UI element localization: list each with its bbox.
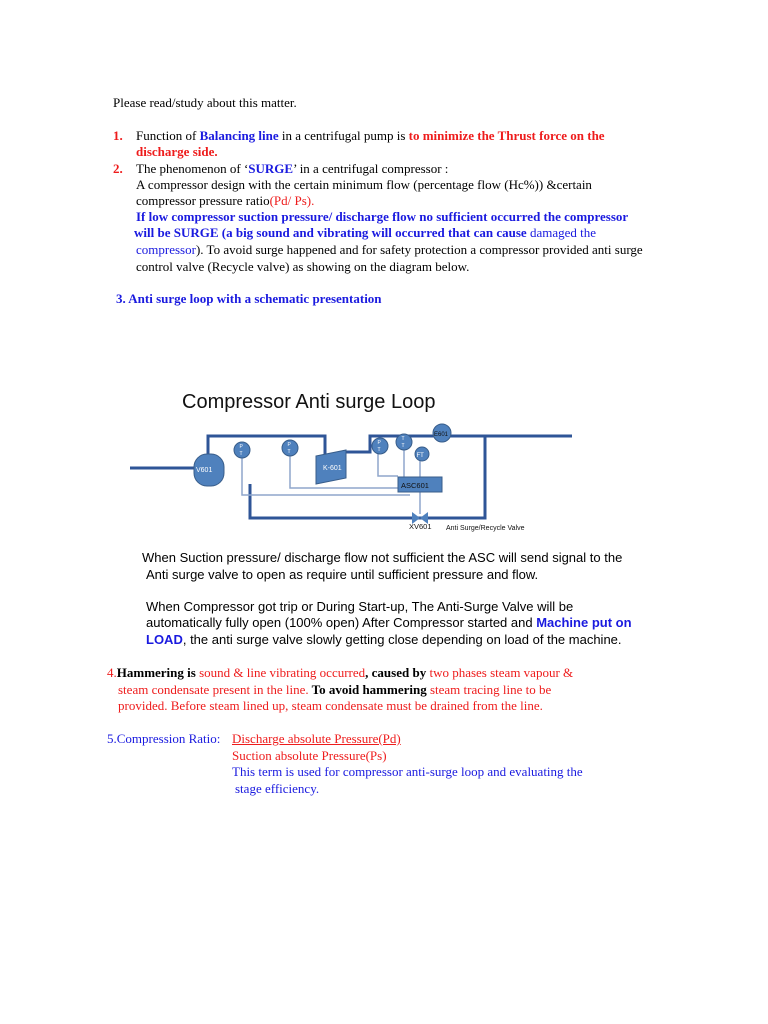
item4-label: Hammering is [116,665,196,680]
para1-line2: Anti surge valve to open as require until sufficient pressure and flow. [146,567,539,582]
item1-line2: discharge side. [136,144,218,159]
item2-heading-suffix: ’ in a centrifugal compressor : [293,161,449,176]
pt3-top: P [377,440,381,446]
item2-line4 [134,224,596,241]
item5-numerator: Discharge absolute Pressure(Pd) [232,731,401,746]
exchanger-e601 [433,424,451,442]
para2-line2-blue: Machine put on [536,615,632,630]
item2-heading-term: SURGE [248,161,294,176]
para2-line3 [146,631,622,648]
item4-avoid: To avoid hammering [308,682,427,697]
item2-line5-blue: compressor [136,242,196,257]
transmitter-pt2 [282,440,298,456]
item2-line2 [136,192,314,209]
item5-note2: stage efficiency. [235,781,320,796]
item4-line3: provided. Before steam lined up, steam condensate must be drained from the line. [118,698,543,713]
pt2-top: P [287,442,291,448]
item1-number: 1. [113,128,123,143]
transmitter-pt3 [372,438,388,454]
item4-line2-red: steam condensate present in the line. [118,682,309,697]
item4-caused: , caused by [365,665,427,680]
item5-label: 5.Compression Ratio: [107,731,221,746]
item5-note1: This term is used for compressor anti-surge loop and evaluating the [232,764,583,779]
pt3-bottom: T [377,447,381,453]
item1-prefix: Function of [136,128,200,143]
xv601-label: XV601 [409,522,432,531]
item2-line4-bold: will be SURGE (a big sound and vibrating will occurred that can cause [134,225,527,240]
para2-line3-blue: LOAD [146,632,183,647]
item5-denominator: Suction absolute Pressure(Ps) [232,748,387,763]
asc601-label: ASC601 [401,481,429,490]
item2-number: 2. [113,161,123,176]
pt1-bottom: T [239,451,243,457]
item2-line3: If low compressor suction pressure/ discharge flow no sufficient occurred the compressor [136,209,629,224]
para1-line1: When Suction pressure/ discharge flow not sufficient the ASC will send signal to the [142,550,623,565]
item2-line6: control valve (Recycle valve) as showing on the diagram below. [136,259,470,274]
intro-text: Please read/study about this matter. [113,95,297,110]
vessel-v601-label: V601 [196,467,213,474]
item4-red1: sound & line vibrating occurred [195,665,366,680]
transmitter-pt1 [234,442,250,458]
tt-bottom: T [401,443,405,449]
item4-line2 [118,681,551,698]
item1-highlight: Balancing line [199,128,279,143]
item2-heading [136,160,448,177]
pt2-bottom: T [287,449,291,455]
para2-line1: When Compressor got trip or During Start-up, The Anti-Surge Valve will be [146,599,574,614]
diagram-title: Compressor Anti surge Loop [182,391,436,413]
item4-number: 4. [107,665,117,680]
valve-caption: Anti Surge/Recycle Valve [446,525,525,532]
item2-line1: A compressor design with the certain minimum flow (percentage flow (Hc%)) &certain [136,177,592,192]
transmitter-ft [415,447,429,461]
compressor-k601-label: K-601 [323,465,342,472]
anti-surge-diagram [120,380,580,535]
suction-line [208,436,325,460]
item2-heading-prefix: The phenomenon of ‘ [136,161,249,176]
para2-line2-prefix: automatically fully open (100% open) After Compressor started and [146,615,537,630]
item3-heading: 3. Anti surge loop with a schematic presentation [116,291,382,306]
item1-middle: in a centrifugal pump is [278,128,409,143]
item2-line5 [136,241,643,258]
transmitter-tt [396,434,412,450]
item2-line4-normal: damaged the [526,225,597,240]
para2-line2 [146,614,632,631]
item2-line2-prefix: compressor pressure ratio [136,193,270,208]
item1-emphasis: to minimize the Thrust force on the [408,128,605,143]
pt3-signal [378,452,398,476]
tt-top: T [401,436,405,442]
ft-label: FT [416,453,424,459]
para2-line3-rest: , the anti surge valve slowly getting close depending on load of the machine. [182,632,622,647]
e601-label: E601 [434,432,449,438]
item2-line2-ratio: (Pd/ Ps). [269,193,315,208]
item1-line1 [136,127,605,144]
item4-line1 [107,664,573,681]
item4-line2-tail: steam tracing line to be [426,682,552,697]
item2-line5-rest: ). To avoid surge happened and for safety protection a compressor provided anti surge [195,242,643,257]
pt1-top: P [239,444,243,450]
item4-red2: two phases steam vapour & [426,665,574,680]
